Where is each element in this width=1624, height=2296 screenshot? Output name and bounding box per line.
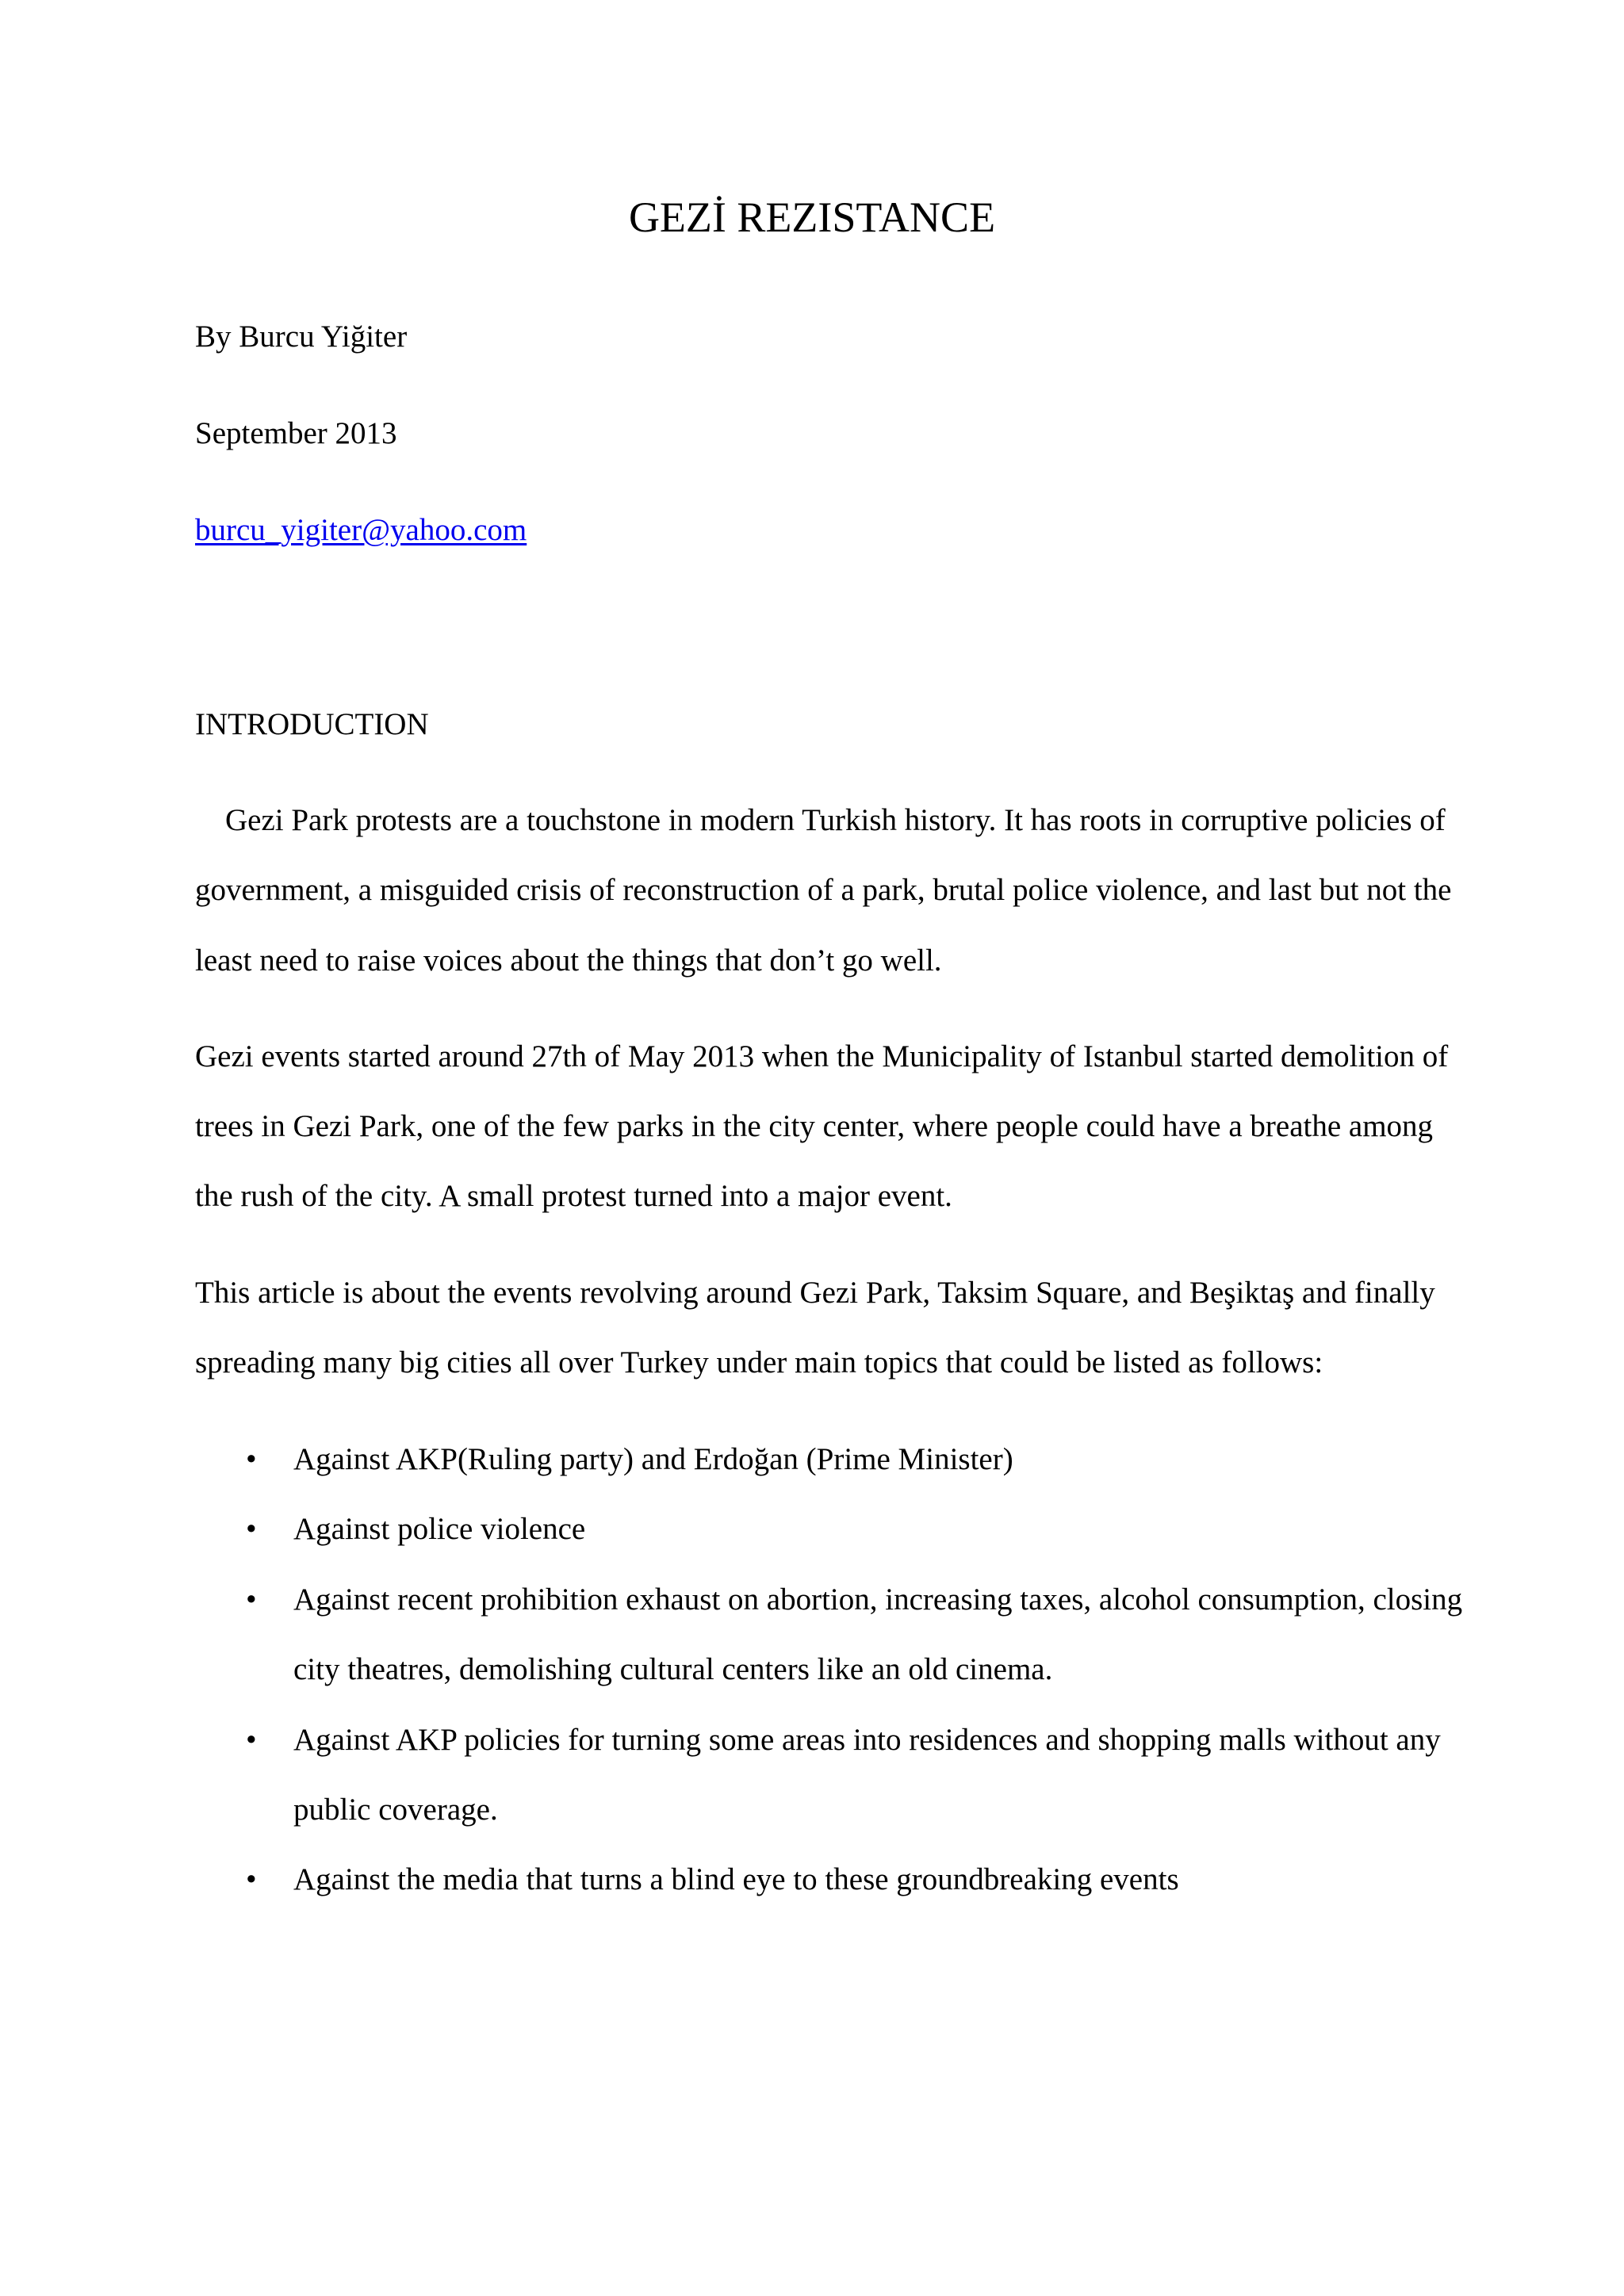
list-item: Against police violence (293, 1512, 586, 1546)
paragraph-line: the rush of the city. A small protest turned into a major event. (195, 1179, 952, 1213)
list-item-continuation: city theatres, demolishing cultural centers like an old cinema. (293, 1652, 1053, 1686)
bullet-icon: • (246, 1582, 257, 1617)
author-email-link[interactable]: burcu_yigiter@yahoo.com (195, 513, 527, 547)
document-title: GEZİ REZISTANCE (628, 193, 996, 241)
list-item: Against AKP policies for turning some areas into residences and shopping malls without any (293, 1723, 1441, 1757)
paragraph-line: Gezi Park protests are a touchstone in modern Turkish history. It has roots in corruptive policies of (225, 803, 1446, 837)
list-item-continuation: public coverage. (293, 1793, 498, 1827)
bullet-icon: • (246, 1442, 257, 1476)
list-item: Against the media that turns a blind eye to these groundbreaking events (293, 1862, 1179, 1896)
paragraph-line: trees in Gezi Park, one of the few parks in the city center, where people could have a breathe among (195, 1109, 1434, 1143)
section-heading: INTRODUCTION (195, 707, 429, 741)
paragraph-line: government, a misguided crisis of reconstruction of a park, brutal police violence, and last but not the (195, 873, 1452, 907)
paragraph-line: Gezi events started around 27th of May 2013 when the Municipality of Istanbul started demolition of (195, 1039, 1449, 1073)
bullet-icon: • (246, 1723, 257, 1757)
paragraph-line: This article is about the events revolving around Gezi Park, Taksim Square, and Beşiktaş and finally (195, 1276, 1435, 1310)
bullet-icon: • (246, 1862, 257, 1896)
list-item: Against AKP(Ruling party) and Erdoğan (Prime Minister) (293, 1442, 1013, 1476)
paragraph-line: spreading many big cities all over Turkey under main topics that could be listed as follows: (195, 1345, 1323, 1380)
date-line: September 2013 (195, 416, 397, 450)
list-item: Against recent prohibition exhaust on abortion, increasing taxes, alcohol consumption, closing (293, 1582, 1463, 1617)
author-line: By Burcu Yiğiter (195, 320, 408, 354)
bullet-icon: • (246, 1512, 257, 1546)
paragraph-line: least need to raise voices about the things that don’t go well. (195, 943, 942, 978)
